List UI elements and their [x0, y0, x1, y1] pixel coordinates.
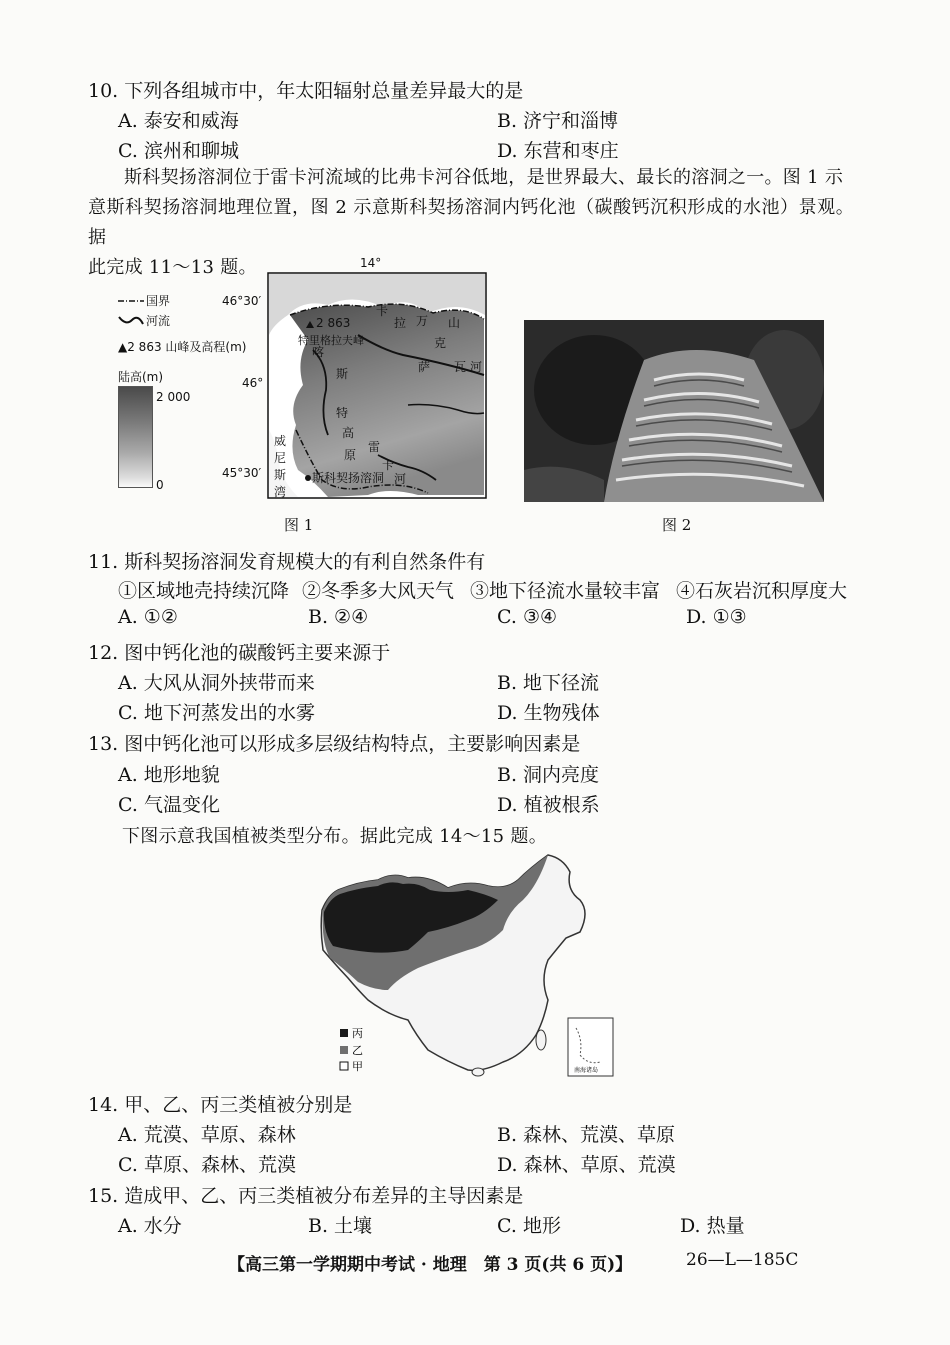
peak-elevation-label: 2 863 — [316, 316, 351, 330]
q15-option-d: D. 热量 — [680, 1215, 745, 1237]
border-symbol-icon — [118, 296, 144, 306]
cave-location-marker — [305, 475, 311, 481]
elevation-gradient-bar — [118, 386, 153, 488]
lat-4630-label: 46°30′ — [222, 294, 262, 308]
reka-char-1: 雷 — [368, 440, 381, 454]
sava-char-2: 瓦 — [454, 360, 467, 374]
venice-char-2: 尼 — [274, 451, 287, 465]
q10-option-a: A. 泰安和威海 — [118, 110, 239, 132]
page-footer-code: 26—L—185C — [686, 1250, 799, 1270]
q12-option-a: A. 大风从洞外挟带而来 — [118, 672, 315, 694]
q10-stem: 10. 下列各组城市中，年太阳辐射总量差异最大的是 — [88, 80, 524, 102]
q12-option-d: D. 生物残体 — [497, 702, 600, 724]
q11-option-a: A. ①② — [118, 606, 178, 628]
lat-46-label: 46° — [242, 376, 264, 390]
q10-option-b: B. 济宁和淄博 — [497, 110, 619, 132]
dinaric-char-2: 特 — [336, 406, 349, 420]
q14-option-d: D. 森林、草原、荒漠 — [497, 1154, 676, 1176]
dinaric-char-4: 原 — [344, 448, 357, 462]
fig1-map — [218, 255, 498, 511]
karawanken-char-2: 拉 — [394, 316, 407, 330]
legend-elev-max: 2 000 — [156, 390, 191, 404]
hainan-island — [472, 1068, 484, 1076]
q15-option-a: A. 水分 — [118, 1215, 182, 1237]
fig1-caption: 图 1 — [284, 516, 314, 534]
q11-item-3: ③地下径流水量较丰富 — [470, 580, 661, 602]
dinaric-top-char: 喀 — [312, 345, 325, 359]
q13-option-b: B. 洞内亮度 — [497, 764, 600, 786]
inset-label: 南海诸岛 — [574, 1067, 599, 1074]
river-symbol-icon — [118, 314, 144, 328]
legend-peak-label: ▲2 863 山峰及高程(m) — [118, 340, 247, 354]
lon-14-label: 14° — [360, 256, 382, 270]
taiwan-island — [536, 1030, 546, 1050]
legend-elev-min: 0 — [156, 478, 164, 492]
dinaric-char-1: 斯 — [336, 367, 349, 381]
intro1-line3: 此完成 11～13 题。 — [88, 257, 257, 278]
china-map-svg — [318, 850, 618, 1080]
q15-stem: 15. 造成甲、乙、丙三类植被分布差异的主导因素是 — [88, 1185, 524, 1207]
intro-paragraph-2: 下图示意我国植被类型分布。据此完成 14～15 题。 — [122, 826, 548, 847]
legend-bing-swatch — [340, 1029, 348, 1037]
legend-jia-label: 甲 — [352, 1060, 363, 1073]
venice-char-3: 斯 — [274, 468, 287, 482]
q11-option-d: D. ①③ — [686, 606, 747, 628]
legend-river-label: 河流 — [146, 314, 171, 328]
venice-char-4: 湾 — [274, 485, 287, 499]
venice-char-1: 威 — [274, 434, 287, 448]
karawanken-char-5: 山 — [448, 316, 461, 330]
q13-option-c: C. 气温变化 — [118, 794, 220, 816]
q11-item-1: ①区域地壳持续沉降 — [118, 580, 290, 602]
intro1-line2: 意斯科契扬溶洞地理位置，图 2 示意斯科契扬溶洞内钙化池（碳酸钙沉积形成的水池）景观。据 — [88, 197, 854, 248]
q15-option-c: C. 地形 — [497, 1215, 561, 1237]
q14-option-c: C. 草原、森林、荒漠 — [118, 1154, 296, 1176]
cave-label: 斯科契扬溶洞 — [312, 471, 385, 485]
q12-stem: 12. 图中钙化池的碳酸钙主要来源于 — [88, 642, 391, 664]
q15-option-b: B. 土壤 — [308, 1215, 373, 1237]
slovenia-map-svg — [218, 255, 498, 507]
q14-stem: 14. 甲、乙、丙三类植被分别是 — [88, 1094, 353, 1116]
sava-char-3: 河 — [470, 360, 483, 374]
intro1-line1: 斯科契扬溶洞位于雷卡河流域的比弗卡河谷低地，是世界最大、最长的溶洞之一。图 1 示 — [124, 167, 844, 188]
q14-option-a: A. 荒漠、草原、森林 — [118, 1124, 296, 1146]
legend-border-label: 国界 — [146, 294, 171, 308]
legend-yi-swatch — [340, 1046, 348, 1054]
china-vegetation-map — [318, 850, 618, 1084]
lat-4530-label: 45°30′ — [222, 466, 262, 480]
peak-name-label: 特里格拉夫峰 — [298, 334, 364, 347]
legend-elev-title: 陆高(m) — [118, 370, 164, 384]
fig2-photo — [524, 320, 824, 502]
q11-option-b: B. ②④ — [308, 606, 369, 628]
q13-stem: 13. 图中钙化池可以形成多层级结构特点，主要影响因素是 — [88, 733, 581, 755]
q12-option-b: B. 地下径流 — [497, 672, 600, 694]
q13-option-a: A. 地形地貌 — [118, 764, 220, 786]
page-footer-title: 【高三第一学期期中考试 · 地理 第 3 页(共 6 页)】 — [228, 1255, 633, 1275]
legend-bing-label: 丙 — [352, 1027, 363, 1040]
q13-option-d: D. 植被根系 — [497, 794, 600, 816]
sava-char-1: 萨 — [418, 360, 431, 374]
travertine-pools-photo — [524, 320, 824, 502]
karawanken-char-1: 卡 — [376, 304, 389, 318]
q10-option-c: C. 滨州和聊城 — [118, 140, 239, 162]
fig2-caption: 图 2 — [662, 516, 692, 534]
q11-stem: 11. 斯科契扬溶洞发育规模大的有利自然条件有 — [88, 551, 486, 573]
legend-yi-label: 乙 — [352, 1044, 363, 1057]
dinaric-char-3: 高 — [342, 426, 355, 440]
q11-option-c: C. ③④ — [497, 606, 558, 628]
reka-char-3: 河 — [394, 472, 407, 486]
karawanken-char-3: 万 — [416, 314, 429, 328]
q11-item-2: ②冬季多大风天气 — [302, 580, 455, 602]
q12-option-c: C. 地下河蒸发出的水雾 — [118, 702, 315, 724]
karawanken-char-4: 克 — [434, 336, 447, 350]
q14-option-b: B. 森林、荒漠、草原 — [497, 1124, 676, 1146]
q11-item-4: ④石灰岩沉积厚度大 — [676, 580, 848, 602]
reka-char-2: 卡 — [382, 458, 395, 472]
legend-jia-swatch — [340, 1062, 348, 1070]
q10-option-d: D. 东营和枣庄 — [497, 140, 619, 162]
